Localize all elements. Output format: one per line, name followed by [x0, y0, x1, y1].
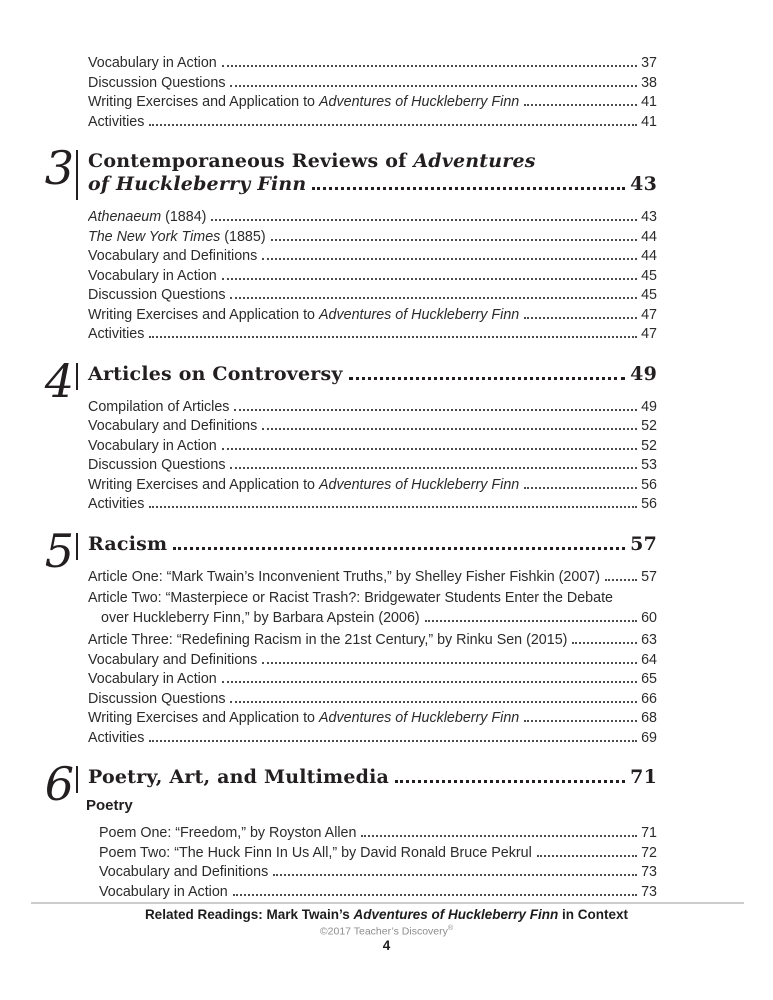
toc-entry-text [88, 325, 144, 345]
dot-leader [230, 297, 637, 299]
dot-leader [149, 336, 637, 338]
copyright-text: ©2017 Teacher’s Discovery [319, 925, 448, 938]
text-run: Vocabulary in Action [88, 437, 217, 454]
chapter-number: 5 [44, 523, 74, 578]
toc-entry-text [88, 208, 206, 228]
text-run: Adventures of Huckleberry Finn [318, 710, 520, 726]
text-run: Article Three: “Redefining Racism in the 21st Century,” by Rinku Sen (2015) [88, 632, 568, 648]
chapter-number: 6 [44, 757, 74, 811]
text-run: Adventures of Huckleberry Finn [318, 476, 520, 493]
dot-leader [524, 720, 637, 722]
toc-page-number: 49 [641, 398, 657, 415]
dot-leader [211, 219, 637, 221]
text-run: Contemporaneous Reviews of [88, 150, 414, 172]
footer-title-book: Adventures of Huckleberry Finn [353, 907, 559, 922]
dot-leader [273, 874, 637, 876]
toc-page-number: 53 [641, 457, 657, 473]
toc-entry-line [88, 589, 657, 609]
toc-entry [88, 306, 657, 326]
toc-entry [88, 113, 657, 133]
toc-entry-text [88, 651, 257, 671]
toc-section [44, 141, 657, 345]
toc-entry-text [99, 844, 532, 864]
toc-entry [88, 456, 657, 476]
toc-entry-text [88, 709, 519, 729]
dot-leader [230, 701, 637, 703]
toc-entry-text [88, 729, 144, 749]
toc-page-number: 45 [641, 267, 657, 284]
toc-entry [99, 863, 657, 883]
toc-page-number: 64 [641, 651, 657, 668]
text-run: Article Two: “Masterpiece or Racist Trash?: Bridgewater Students Enter the Debate [88, 590, 613, 606]
toc-entry-line [88, 609, 657, 629]
text-run: Vocabulary and Definitions [99, 864, 269, 880]
dot-leader [349, 377, 626, 380]
text-run: Vocabulary in Action [88, 267, 217, 284]
toc-page-number: 44 [641, 228, 657, 245]
chapter-title-text [88, 533, 167, 556]
text-run: Discussion Questions [88, 287, 226, 303]
text-run: Activities [88, 496, 145, 512]
dot-leader [361, 835, 637, 837]
text-run: Writing Exercises and Application to [88, 94, 319, 110]
toc-entry-list [99, 824, 657, 902]
text-run: Discussion Questions [88, 74, 226, 91]
footer-title-text: Related Readings: Mark Twain’s [144, 907, 354, 922]
chapter-number: 3 [44, 141, 74, 195]
dot-leader [149, 506, 637, 508]
toc-entry [88, 286, 657, 306]
toc-entry-text [88, 690, 225, 710]
dot-leader [149, 740, 637, 742]
toc-page-number: 69 [641, 729, 657, 746]
dot-leader [395, 780, 625, 783]
toc-entry-text [88, 568, 600, 588]
dot-leader [262, 258, 637, 260]
toc-entry-list [88, 54, 657, 132]
dot-leader [312, 187, 625, 190]
toc-entry [88, 476, 657, 496]
text-run: Poetry, Art, and Multimedia [88, 766, 390, 788]
chapter-page-number: 71 [630, 766, 657, 788]
dot-leader [572, 642, 637, 644]
text-run: Writing Exercises and Application to [88, 306, 319, 323]
toc-page-number: 60 [641, 609, 657, 626]
text-run: Poem One: “Freedom,” by Royston Allen [99, 825, 357, 841]
text-run: Activities [88, 729, 145, 746]
chapter-number: 4 [44, 353, 74, 408]
toc-entry [88, 729, 657, 749]
chapter-title-text [88, 173, 306, 196]
text-run: Discussion Questions [88, 457, 226, 473]
text-run: over Huckleberry Finn,” by Barbara Apstein (2006) [101, 609, 420, 626]
text-run: Athenaeum [88, 209, 162, 225]
toc-entry-text [88, 54, 217, 74]
text-run: Compilation of Articles [88, 398, 230, 415]
toc-section [88, 54, 657, 132]
text-run: Racism [88, 532, 168, 555]
chapter-page-number: 43 [630, 173, 657, 195]
footer-divider [31, 902, 744, 904]
chapter-page-number: 57 [630, 532, 657, 555]
text-run: Vocabulary in Action [88, 55, 217, 71]
dot-leader [234, 409, 637, 411]
toc-entry-text [88, 476, 519, 496]
chapter-title-line [88, 533, 657, 556]
toc-entry [88, 74, 657, 94]
dot-leader [222, 65, 637, 67]
chapter-title [76, 363, 657, 390]
toc-page-number: 44 [641, 248, 657, 264]
toc-entry [88, 228, 657, 248]
toc-entry-text [88, 267, 217, 287]
text-run: of Huckleberry Finn [88, 173, 307, 195]
chapter-title [76, 150, 657, 200]
chapter-heading [44, 757, 657, 811]
chapter-title-text [88, 766, 389, 789]
toc-entry [88, 437, 657, 457]
toc-page-number: 72 [641, 844, 657, 861]
toc-page-number: 47 [641, 306, 657, 323]
chapter-title-line [88, 173, 657, 196]
toc-entry [88, 417, 657, 437]
footer-copyright [0, 925, 773, 938]
toc-page-number: 57 [641, 568, 657, 585]
chapter-page-number: 49 [630, 362, 657, 385]
text-run: Vocabulary and Definitions [88, 418, 258, 434]
toc-section [44, 757, 657, 902]
toc-entry [88, 398, 657, 418]
toc-entry [99, 844, 657, 864]
registered-mark: ® [447, 925, 454, 932]
toc-entry [88, 495, 657, 515]
toc-entry [88, 670, 657, 690]
toc-entry-text [88, 74, 225, 94]
toc-entry [99, 883, 657, 903]
toc-subheading: Poetry [86, 797, 133, 814]
toc-entry-text [88, 247, 257, 267]
text-run: Writing Exercises and Application to [88, 476, 319, 493]
toc-entry [88, 568, 657, 588]
dot-leader [222, 448, 637, 450]
text-run: (1884) [161, 209, 207, 225]
dot-leader [230, 467, 637, 469]
dot-leader [537, 855, 637, 857]
toc-entry-text [99, 863, 268, 883]
text-run: Vocabulary and Definitions [88, 651, 258, 668]
toc-page-number: 56 [641, 496, 657, 512]
text-run: Vocabulary and Definitions [88, 248, 258, 264]
footer-title-suffix: in Context [558, 907, 629, 922]
text-run: Activities [88, 326, 145, 342]
toc-entry-text [88, 228, 266, 248]
toc-page-number: 37 [641, 55, 657, 71]
toc-entry-text [99, 824, 356, 844]
toc-entry [88, 589, 657, 628]
chapter-title-line [88, 363, 657, 386]
text-run: Poem Two: “The Huck Finn In Us All,” by David Ronald Bruce Pekrul [99, 844, 532, 861]
table-of-contents [44, 46, 657, 902]
toc-page-number: 56 [641, 476, 657, 493]
dot-leader [222, 681, 637, 683]
toc-entry-text [99, 883, 228, 903]
text-run: Article One: “Mark Twain’s Inconvenient Truths,” by Shelley Fisher Fishkin (2007) [88, 568, 600, 585]
text-run: Writing Exercises and Application to [88, 710, 319, 726]
toc-page-number: 73 [641, 864, 657, 880]
toc-page-number: 68 [641, 710, 657, 726]
toc-entry-text [88, 417, 257, 437]
chapter-title-text [88, 150, 536, 173]
toc-entry-list [88, 208, 657, 345]
toc-entry [88, 690, 657, 710]
toc-section [44, 523, 657, 749]
dot-leader [173, 547, 625, 550]
text-run: Vocabulary in Action [88, 671, 217, 687]
toc-entry [99, 824, 657, 844]
chapter-title-text [88, 363, 343, 386]
dot-leader [524, 317, 637, 319]
toc-page-number: 52 [641, 418, 657, 434]
dot-leader [605, 579, 637, 581]
text-run: Discussion Questions [88, 690, 226, 707]
toc-page-number: 41 [641, 94, 657, 110]
toc-entry-text [101, 609, 420, 629]
toc-entry-text [88, 286, 225, 306]
toc-entry-text [88, 93, 519, 113]
toc-page-number: 65 [641, 671, 657, 687]
dot-leader [149, 124, 637, 126]
toc-page-number: 63 [641, 632, 657, 648]
footer-title [0, 907, 773, 922]
dot-leader [262, 662, 637, 664]
toc-entry [88, 709, 657, 729]
toc-page-number: 38 [641, 74, 657, 91]
chapter-heading [44, 141, 657, 200]
text-run: Vocabulary in Action [99, 883, 228, 900]
toc-entry-text [88, 306, 519, 326]
toc-page-number: 52 [641, 437, 657, 454]
toc-entry-text [88, 670, 217, 690]
toc-entry-text [88, 631, 567, 651]
toc-entry [88, 54, 657, 74]
dot-leader [233, 894, 637, 896]
text-run: Articles on Controversy [88, 362, 343, 385]
toc-page-number: 43 [641, 209, 657, 225]
toc-page-number: 66 [641, 690, 657, 707]
toc-page-number: 41 [641, 113, 657, 130]
dot-leader [230, 85, 637, 87]
toc-entry [88, 325, 657, 345]
text-run: (1885) [220, 228, 266, 245]
toc-entry [88, 208, 657, 228]
toc-page-number: 45 [641, 287, 657, 303]
toc-entry [88, 247, 657, 267]
toc-entry-text [88, 398, 229, 418]
toc-entry [88, 267, 657, 287]
toc-page-number: 47 [641, 326, 657, 342]
dot-leader [524, 487, 637, 489]
chapter-title-line [88, 150, 657, 173]
text-run: Adventures of Huckleberry Finn [318, 94, 520, 110]
page-number: 4 [382, 938, 391, 953]
toc-entry [88, 631, 657, 651]
dot-leader [222, 278, 637, 280]
text-run: The New York Times [88, 228, 221, 245]
toc-entry-text [88, 113, 144, 133]
toc-entry-text [88, 495, 144, 515]
chapter-title [76, 766, 657, 793]
dot-leader [425, 620, 637, 622]
toc-page-number: 71 [641, 825, 657, 841]
chapter-title [76, 533, 657, 560]
text-run: Adventures [413, 150, 536, 172]
toc-page-number: 73 [641, 883, 657, 900]
dot-leader [271, 239, 637, 241]
text-run: Activities [88, 113, 145, 130]
dot-leader [524, 104, 637, 106]
dot-leader [262, 428, 637, 430]
toc-entry-text [88, 456, 225, 476]
toc-entry-list [88, 398, 657, 515]
toc-entry-text [88, 437, 217, 457]
chapter-title-line [88, 766, 657, 789]
toc-entry [88, 93, 657, 113]
toc-entry-list [88, 568, 657, 749]
toc-section [44, 353, 657, 515]
text-run: Adventures of Huckleberry Finn [318, 306, 520, 323]
toc-entry [88, 651, 657, 671]
